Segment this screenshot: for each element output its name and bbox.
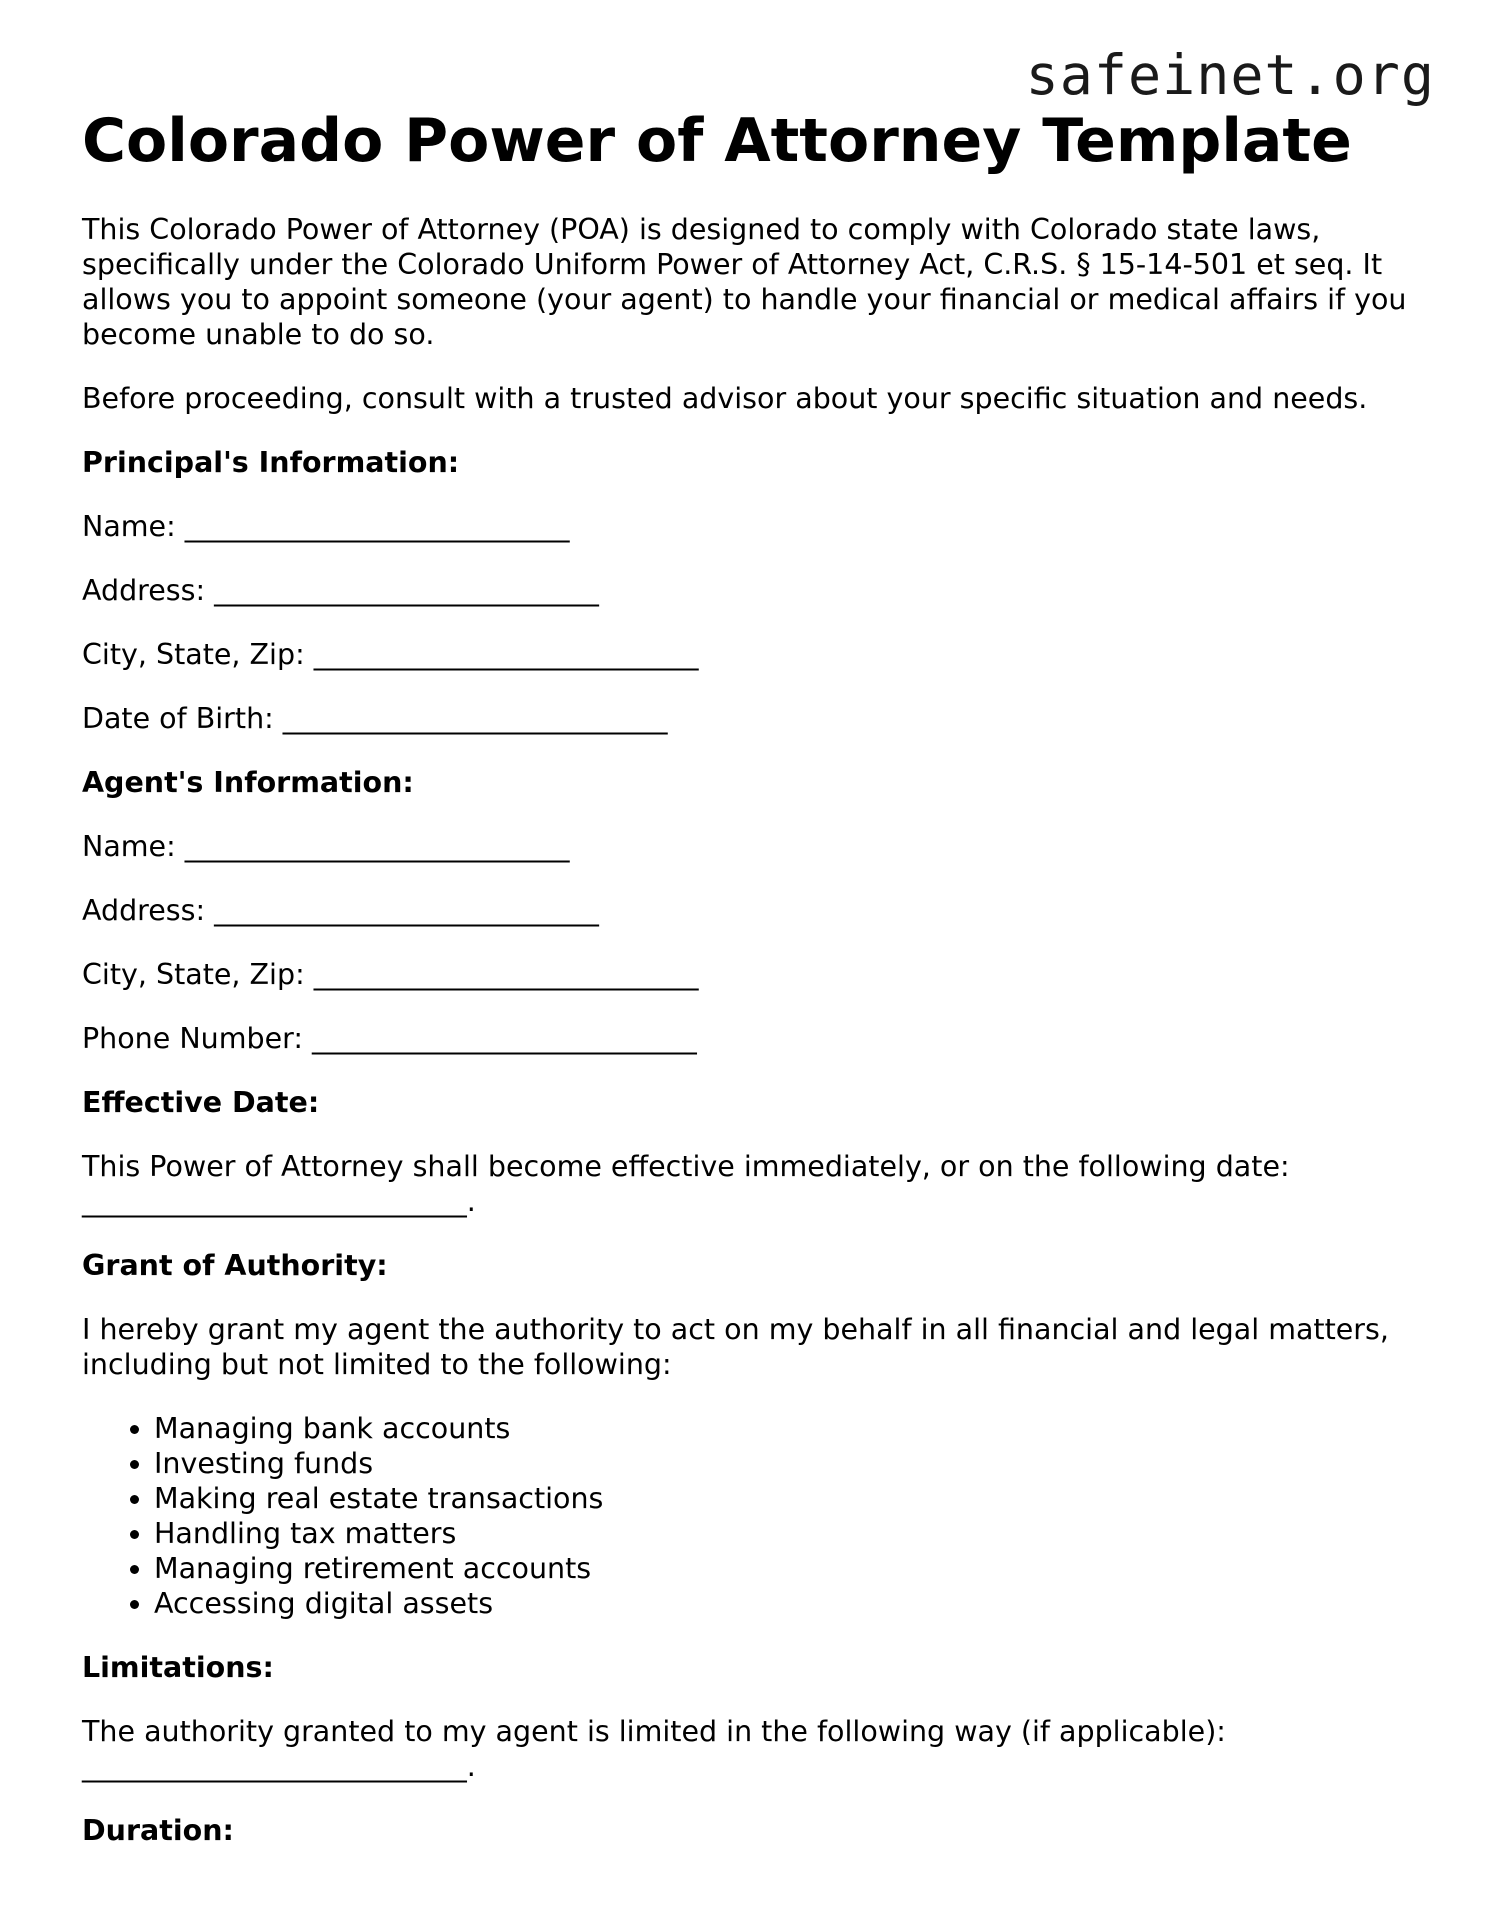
agent-phone-number-field: Phone Number: ___________________________ [82,1022,697,1055]
document-body [82,212,1422,1877]
list-item: • Investing funds [154,1446,1422,1481]
principal-date-of-birth-field: Date of Birth: ___________________________ [82,702,668,735]
watermark-text: safeinet.org [1025,43,1435,107]
agent-address-field: Address: ___________________________ [82,894,599,927]
limitations-heading: Limitations: [82,1651,274,1684]
agent-name-field: Name: ___________________________ [82,830,570,863]
effective-date-heading: Effective Date: [82,1086,320,1119]
list-item: • Managing retirement accounts [154,1551,1422,1586]
intro-paragraph: This Colorado Power of Attorney (POA) is designed to comply with Colorado state laws, specifically under the Colorado Uniform Power of Attorney Act, C.R.S. § 15-14-501 et seq. It allows you to appoint someone (your agent) to handle your financial or medical affairs if you become unable to do so. [82,213,1407,351]
page-title: Colorado Power of Attorney Template [82,106,1352,176]
grant-of-authority-heading: Grant of Authority: [82,1249,388,1282]
agent-city-state-zip-field: City, State, Zip: ___________________________ [82,958,699,991]
authority-list [82,1411,1422,1621]
advisor-note: Before proceeding, consult with a trusted advisor about your specific situation and needs. [82,382,1368,415]
grant-of-authority-text: I hereby grant my agent the authority to act on my behalf in all financial and legal matters, including but not limited to the following: [82,1313,1389,1381]
list-item: • Handling tax matters [154,1516,1422,1551]
effective-date-text: This Power of Attorney shall become effective immediately, or on the following date: ___________________________. [82,1150,1290,1218]
limitations-text: The authority granted to my agent is limited in the following way (if applicable): ___________________________. [82,1715,1226,1783]
duration-heading: Duration: [82,1814,234,1847]
principal-heading: Principal's Information: [82,446,460,479]
principal-address-field: Address: ___________________________ [82,574,599,607]
list-item: • Managing bank accounts [154,1411,1422,1446]
principal-name-field: Name: ___________________________ [82,510,570,543]
agent-heading: Agent's Information: [82,766,414,799]
list-item: • Accessing digital assets [154,1586,1422,1621]
principal-city-state-zip-field: City, State, Zip: ___________________________ [82,638,699,671]
list-item: • Making real estate transactions [154,1481,1422,1516]
